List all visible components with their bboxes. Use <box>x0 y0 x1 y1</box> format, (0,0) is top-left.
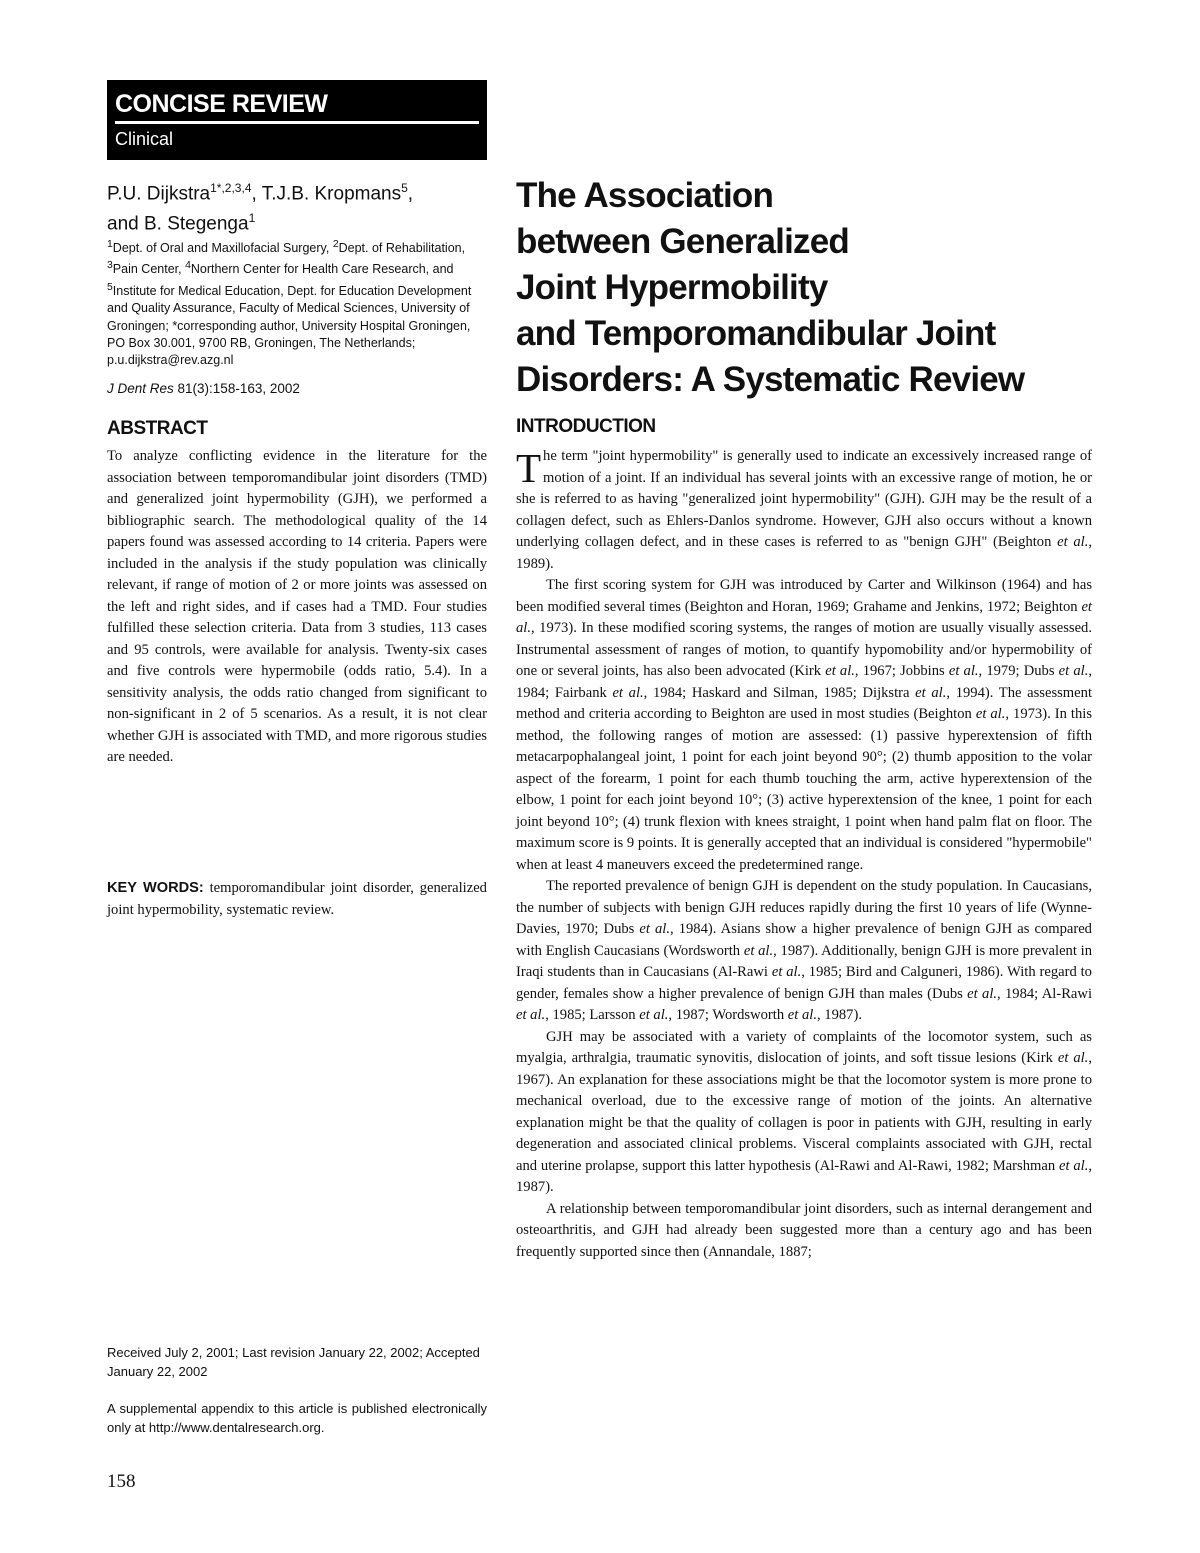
journal-name: J Dent Res <box>107 381 174 396</box>
text-run: A relationship between temporomandibular joint disorders, such as internal derangement and osteoarthritis, and GJH had already been suggested more than a century ago and has been frequently supported since then (Annandale, 1887; <box>516 1200 1092 1260</box>
title-line: between Generalized <box>516 222 849 261</box>
affil-text: Northern Center for Health Care Research, and <box>190 262 454 277</box>
text-run: The reported prevalence of benign GJH is dependent on the study population. In Caucasians, the number of subjects with benign GJH reduces rapidly during the first 10 years of life (Wynne-Davies, 1970; Dubs <box>516 878 1092 937</box>
affil-text: Dept. of Rehabilitation, <box>338 241 466 256</box>
affil-marker: 3 <box>107 260 113 272</box>
affil-marker: 4 <box>185 260 191 272</box>
text-run: GJH may be associated with a variety of complaints of the locomotor system, such as myalgia, arthralgia, traumatic synovitis, dislocation of joints, and soft tissue lesions (Kirk <box>516 1028 1092 1066</box>
text-run: , 1989). <box>516 534 1092 572</box>
affil-text: Dept. of Oral and Maxillofacial Surgery, <box>112 241 333 256</box>
text-run: et al. <box>639 921 670 937</box>
text-run: et al. <box>516 598 1092 636</box>
drop-cap: T <box>516 445 542 491</box>
paragraph <box>516 1199 1092 1264</box>
text-run: , 1984; Fairbank <box>516 663 1093 701</box>
text-run: et al. <box>1058 663 1089 679</box>
text-run: et al. <box>516 1007 546 1023</box>
text-run: et al. <box>915 684 947 701</box>
title-line: and Temporomandibular Joint <box>516 314 996 353</box>
text-run: , 1984; Haskard and Silman, 1985; Dijkstra <box>643 684 916 701</box>
affiliations <box>107 236 487 370</box>
author-1: P.U. Dijkstra <box>107 183 211 205</box>
abstract-heading: ABSTRACT <box>107 418 208 439</box>
text-run: , 1979; Dubs <box>978 663 1059 679</box>
title-line: Disorders: A Systematic Review <box>516 360 1025 399</box>
abstract-text: To analyze conflicting evidence in the literature for the association between temporomandibular joint disorders (TMD) and generalized joint hypermobility (GJH), we performed a bibliographic search. The methodological quality of the 14 papers found was assessed according to 14 criteria. Papers were included in the analysis if the study population was clinically relevant, if range of motion of 2 or more joints was assessed on the left and right sides, and if cases had a TMD. Four studies fulfilled these selection criteria. Data from 3 studies, 113 cases and 95 controls, were available for analysis. Twenty-six cases and five controls were hypermobile (odds ratio, 5.4). In a sensitivity analysis, the odds ratio changed from significant to non-significant in 2 of 5 scenarios. As a result, it is not clear whether GJH is associated with TMD, and more rigorous studies are needed. <box>107 448 487 765</box>
author-sep: , <box>407 183 414 205</box>
text-run: et al. <box>1057 534 1089 550</box>
paragraph <box>516 446 1092 575</box>
author-list <box>107 176 487 237</box>
text-run: The first scoring system for GJH was introduced by Carter and Wilkinson (1964) and has been modified several times (Beighton and Horan, 1969; Grahame and Jenkins, 1972; Beighton <box>516 577 1092 615</box>
text-run: , 1973). In these modified scoring systems, the ranges of motion are usually visually assessed. Instrumental assessment of ranges of motion, to quantify hypomobility and/or hypermobility of one or several joints, has also been advocated (Kirk <box>516 620 1092 679</box>
keywords-label: KEY WORDS: <box>107 880 204 896</box>
page-number: 158 <box>107 1471 136 1492</box>
paragraph <box>516 575 1092 876</box>
article-title <box>516 173 1116 403</box>
affil-text: Pain Center, <box>112 262 186 277</box>
text-run: , 1987). <box>816 1007 862 1023</box>
text-run: et al. <box>1058 1157 1089 1174</box>
text-run: , 1994). The assessment method and criteria according to Beighton are used in most studies (Beighton <box>516 684 1092 722</box>
received-dates: Received July 2, 2001; Last revision January 22, 2002; Accepted January 22, 2002 <box>107 1345 480 1379</box>
introduction-body <box>516 446 1092 1263</box>
text-run: et al. <box>1057 1050 1089 1066</box>
paragraph <box>516 1027 1092 1199</box>
text-run: , 1984; Al-Rawi <box>997 985 1093 1002</box>
journal-citation <box>107 380 487 398</box>
keywords-text: temporomandibular joint disorder, generalized joint hypermobility, systematic review. <box>107 880 487 918</box>
article-type-label: CONCISE REVIEW <box>115 90 328 118</box>
title-line: Joint Hypermobility <box>516 268 828 307</box>
text-run: et al. <box>948 663 979 679</box>
text-run: , 1967; Jobbins <box>854 663 949 679</box>
text-run: et al. <box>967 985 998 1002</box>
text-run: , 1973). In this method, the following ranges of motion are assessed: (1) passive hyperextension of fifth metacarpophalangeal joint, 1 point for each joint beyond 90°; (2) thumb apposition to the volar aspect of the forearm, 1 point for each thumb touching the arm, active hyperextension of the elbow, 1 point for each joint beyond 10°; (3) active hyperextension of the knee, 1 point for each joint beyond 10°; (4) trunk flexion with knees straight, 1 point when hand palm flat on floor. The maximum score is 9 points. It is generally accepted that an individual is considered "hypermobile" when at least 4 maneuvers exceed the predetermined range. <box>516 706 1092 873</box>
text-run: et al. <box>771 964 802 980</box>
keywords <box>107 878 487 921</box>
affil-marker: 1 <box>107 239 113 250</box>
text-run: et al. <box>787 1007 817 1023</box>
paragraph <box>516 876 1092 1027</box>
author-3-affil: 1 <box>248 211 256 226</box>
author-2-affil: 5 <box>401 181 408 195</box>
affil-marker: 5 <box>107 281 113 293</box>
author-2: , T.J.B. Kropmans <box>251 183 402 205</box>
author-1-affil: 1*,2,3,4 <box>210 181 252 195</box>
text-run: et al. <box>825 663 855 679</box>
text-run: , 1987). Additionally, benign GJH is more prevalent in Iraqi students than in Caucasians (Al-Rawi <box>516 942 1092 980</box>
introduction-heading: INTRODUCTION <box>516 416 656 437</box>
text-run: , 1987; Wordsworth <box>668 1007 788 1023</box>
text-run: et al. <box>975 706 1006 722</box>
text-run: et al. <box>639 1007 669 1023</box>
text-run: et al. <box>612 684 644 701</box>
text-run: et al. <box>743 942 774 959</box>
text-run: , 1985; Larsson <box>545 1007 640 1023</box>
text-run: , 1985; Bird and Calguneri, 1986). With regard to gender, females show a higher prevalence of benign GJH than males (Dubs <box>516 964 1092 1002</box>
affil-marker: 2 <box>332 239 339 250</box>
text-run: , 1984). Asians show a higher prevalence of benign GJH as compared with English Caucasians (Wordsworth <box>516 921 1092 959</box>
citation-details: 81(3):158-163, 2002 <box>173 381 300 396</box>
article-section-label: Clinical <box>115 129 174 149</box>
banner-rule <box>115 121 479 124</box>
title-line: The Association <box>516 176 774 215</box>
affil-text: Institute for Medical Education, Dept. for Education Development and Quality Assurance, Faculty of Medical Sciences, University of Groningen; *corresponding author, University Hospital Groningen, PO Box 30.001, 9700 RB, Groningen, The Netherlands; p.u.dijkstra@rev.azg.nl <box>107 284 472 368</box>
supplemental-note: A supplemental appendix to this article is published electronically only at http://www.dentalresearch.org. <box>107 1401 487 1435</box>
author-3: and B. Stegenga <box>107 213 249 235</box>
text-run: , 1987). <box>516 1157 1092 1195</box>
text-run: he term "joint hypermobility" is generally used to indicate an excessively increased range of motion of a joint. If an individual has several joints with an excessive range of motion, he or she is referred to as having "generalized joint hypermobility" (GJH). GJH may be the result of a collagen defect, such as Ehlers-Danlos syndrome. However, GJH also occurs without a known underlying collagen defect, and in these cases is referred to as "benign GJH" (Beighton <box>516 448 1092 550</box>
text-run: , 1967). An explanation for these associations might be that the locomotor system is more prone to mechanical overload, due to the excessive range of motion of the joints. An alternative explanation might be that the quality of collagen is poor in patients with GJH, resulting in early degeneration and associated clinical problems. Visceral complaints associated with GJH, rectal and uterine prolapse, support this latter hypothesis (Al-Rawi and Al-Rawi, 1982; Marshman <box>516 1050 1092 1174</box>
section-banner <box>107 80 487 160</box>
